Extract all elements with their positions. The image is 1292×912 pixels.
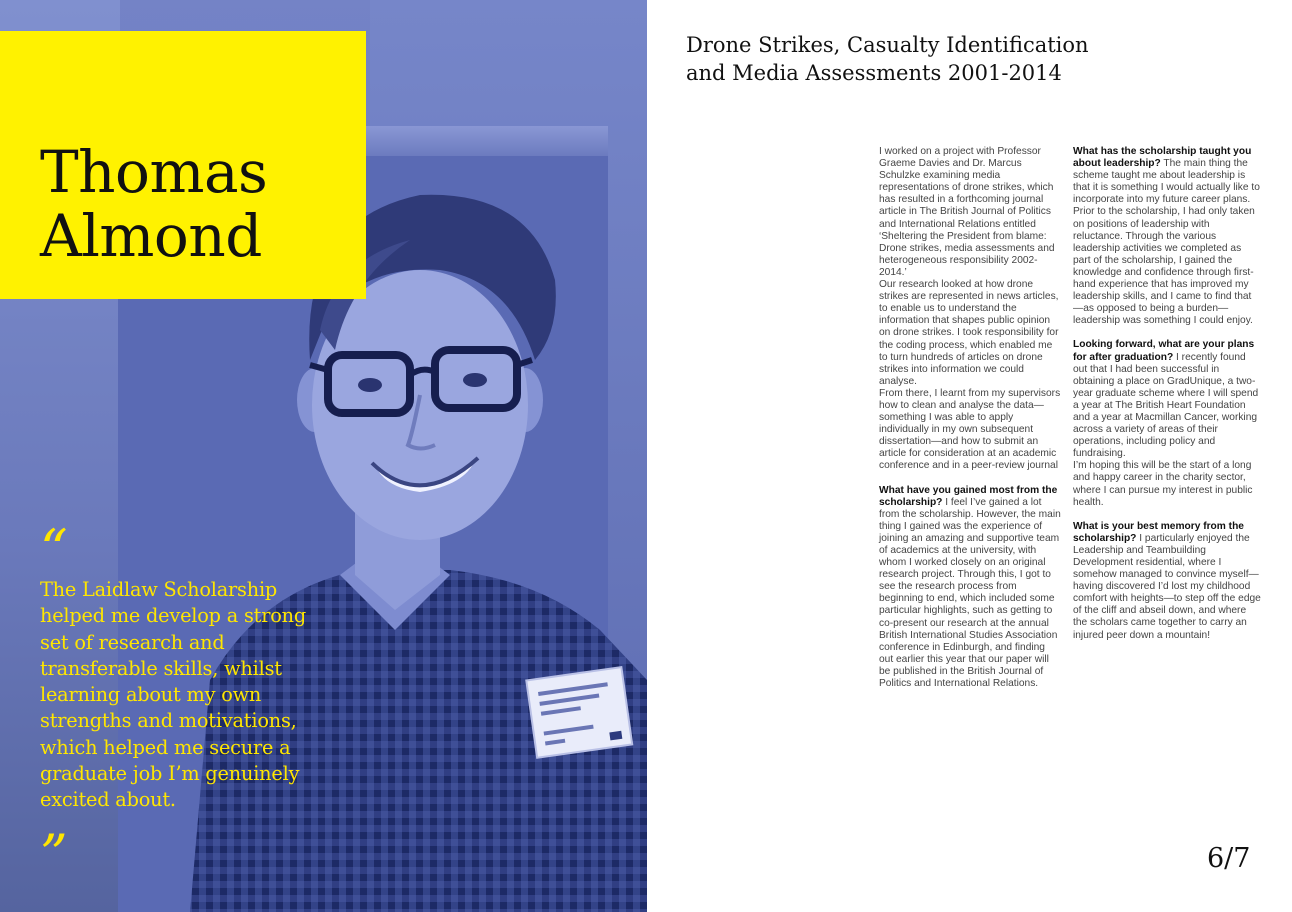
qa-block — [1073, 146, 1261, 327]
qa-block — [1073, 521, 1261, 642]
pull-quote: The Laidlaw Scholarship helped me develop a strong set of research and transferable skills, whilst learning about my own strengths and motivations, which helped me secure a graduate job I’m genuinely excited about. — [40, 578, 306, 812]
question: What is your best memory from the scholarship? — [1073, 520, 1244, 544]
answer: The main thing the scheme taught me about leadership is that it is something I would actually like to incorporate into my future career plans. Prior to the scholarship, I had only taken on positions of leadership with reluctance. Through the various leadership activities we completed as part of the scholarship, I gained the knowledge and confidence through first-hand experience that has improved my leadership skills, and I came to find that—as opposed to being a burden—leadership was something I could enjoy. — [1073, 158, 1260, 327]
question: Looking forward, what are your plans for after graduation? — [1073, 339, 1255, 363]
open-quote-mark: “ — [40, 518, 68, 581]
qa-block — [879, 485, 1061, 691]
page-number: 6/7 — [1207, 843, 1251, 874]
close-quote-mark: ” — [40, 823, 68, 886]
student-name — [40, 140, 267, 268]
qa-block — [1073, 339, 1261, 460]
article-column-1 — [879, 146, 1061, 702]
project-title-line-2: and Media Assessments 2001-2014 — [686, 61, 1062, 85]
question: What has the scholarship taught you about leadership? — [1073, 146, 1252, 170]
answer: I particularly enjoyed the Leadership and Teambuilding Development residential, where I somehow managed to convince myself—having discovered I’d lost my childhood comfort with heights—to step off the edge of the cliff and abseil down, and where the scholars came together to carry an injured peer down a mountain! — [1073, 532, 1261, 641]
article-column-2 — [1073, 146, 1261, 654]
answer: I feel I’ve gained a lot from the scholarship. However, the main thing I gained was the experience of joining an amazing and supportive team of academics at the university, with whom I worked closely on an original research project. Through this, I got to see the research process from beginning to end, which included some particular highlights, such as getting to co-present our research at the annual British International Studies Association conference in Edinburgh, and finding out earlier this year that our paper will be published in the British Journal of Politics and International Relations. — [879, 496, 1061, 690]
project-title — [686, 31, 1089, 87]
project-title-line-1: Drone Strikes, Casualty Identification — [686, 33, 1089, 57]
student-first-name: Thomas — [40, 138, 268, 206]
right-page-article — [647, 0, 1292, 912]
answer: I recently found out that I had been successful in obtaining a place on GradUnique, a two-year graduate scheme where I will spend a year at The British Heart Foundation and a year at Macmillan Cancer, working across a variety of areas of their operations, including policy and fundraising. — [1073, 351, 1259, 460]
body-paragraph: I’m hoping this will be the start of a long and happy career in the charity sector, where I can pursue my interest in public health. — [1073, 460, 1253, 508]
body-paragraph: From there, I learnt from my supervisors how to clean and analyse the data—something I was able to apply individually in my own subsequent dissertation—and how to submit an article for consideration at an academic conference and in a peer-review journal — [879, 387, 1061, 472]
body-paragraph: I worked on a project with Professor Graeme Davies and Dr. Marcus Schulzke examining media representations of drone strikes, which has resulted in a forthcoming journal article in The British Journal of Politics and International Relations entitled ‘Sheltering the President from blame: Drone strikes, media assessments and heterogeneous responsibility 2002-2014.’ — [879, 146, 1055, 278]
student-last-name: Almond — [40, 202, 262, 270]
body-paragraph: Our research looked at how drone strikes are represented in news articles, to enable us to understand the information that shapes public opinion on drone strikes. I took responsibility for the coding process, which enabled me to turn hundreds of articles on drone strikes into information we could analyse. — [879, 279, 1059, 387]
question: What have you gained most from the scholarship? — [879, 484, 1058, 508]
